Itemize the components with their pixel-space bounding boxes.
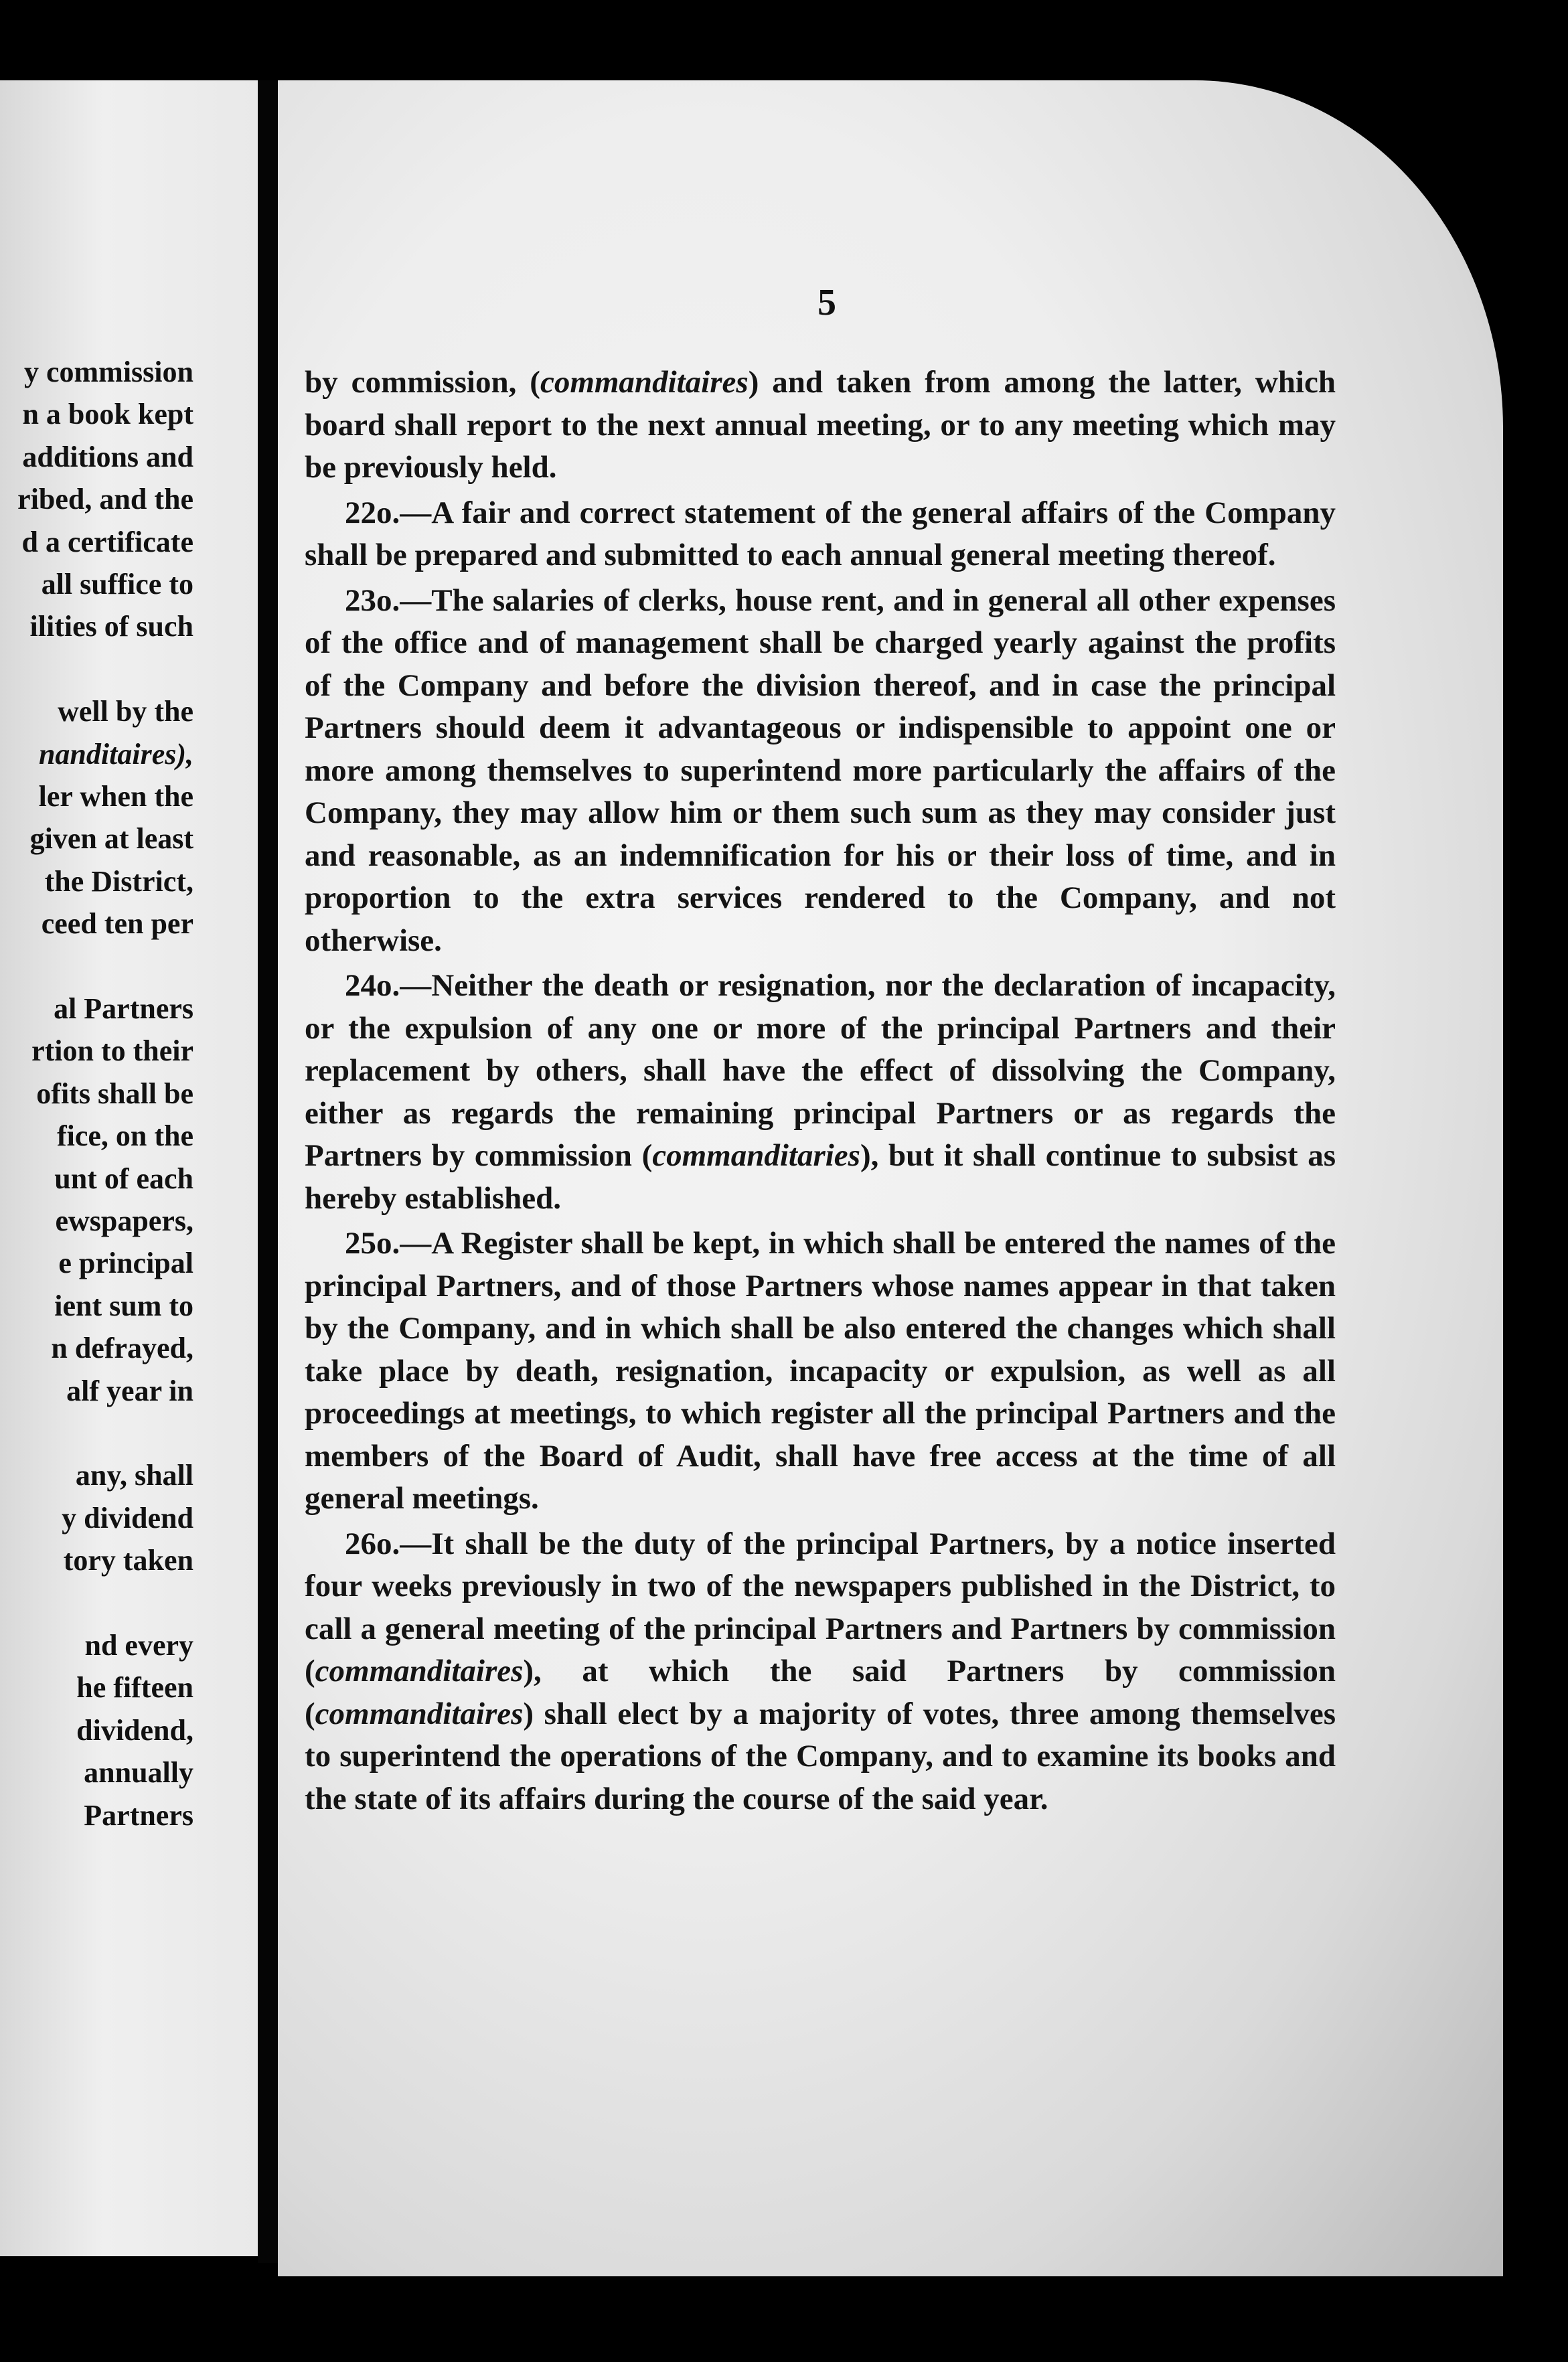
left-page-line: he fifteen (76, 1671, 193, 1705)
left-page-line: annually (84, 1756, 193, 1790)
left-page-line: unt of each (54, 1162, 193, 1195)
left-page-line: rtion to their (31, 1034, 193, 1068)
left-page-line: ceed ten per (41, 907, 193, 941)
left-page-line: tory taken (63, 1544, 193, 1577)
right-page (278, 80, 1503, 2276)
left-page-line: e principal (58, 1247, 193, 1280)
left-page-line: nd every (84, 1629, 193, 1662)
left-page-line: n a book kept (22, 398, 193, 431)
left-page-line: fice, on the (56, 1119, 193, 1153)
left-page-line: nanditaires), (38, 737, 193, 771)
left-page-line: y commission (24, 356, 193, 388)
paragraph-22: 22o.—A fair and correct statement of the general affairs of the Company shall be prepared and submitted to each annual general meeting thereof. (305, 495, 1336, 572)
paragraph-continuation: by commission, (commanditaires) and taken from among the latter, which board shall report to the next annual meeting, or to any meeting which may be previously held. (305, 365, 1336, 485)
left-page-line: ient sum to (54, 1289, 193, 1322)
left-page-line: ofits shall be (36, 1077, 193, 1110)
left-page-line: y dividend (62, 1501, 193, 1534)
left-page-line: ilities of such (29, 610, 193, 643)
left-page-line: d a certificate (21, 525, 193, 558)
left-page-line: al Partners (54, 992, 193, 1025)
paragraph-23: 23o.—The salaries of clerks, house rent, and in general all other expenses of the office and of management shall be charged yearly against the profits of the Company and before the division thereof, and in case the principal Partners should deem it advantageous or indispensible to appoint one or more among themselves to superintend more particularly the affairs of the Company, they may allow him or them such sum as they may consider just and reasonable, as an indemnification for his or their loss of time, and in proportion to the extra services rendered to the Company, and not otherwise. (305, 582, 1336, 958)
left-page-line: ler when the (38, 780, 193, 813)
left-page-line: given at least (29, 822, 193, 856)
left-page-line: dividend, (76, 1713, 193, 1747)
left-facing-page (0, 80, 258, 2256)
left-page-line: ribed, and the (17, 483, 193, 516)
left-page-line: Partners (84, 1798, 193, 1832)
left-page-line: any, shall (75, 1459, 193, 1492)
paragraph-24: 24o.—Neither the death or resignation, nor the declaration of incapacity, or the expulsion of any one or more of the principal Partners and their replacement by others, shall have the effect of dissolving the Company, either as regards the remaining principal Partners or as regards the Partners by commission (commanditaries), but it shall continue to subsist as hereby established. (305, 968, 1336, 1216)
book-gutter (258, 80, 278, 2263)
left-page-line: alf year in (66, 1374, 193, 1407)
left-page-line: the District, (44, 864, 193, 898)
paragraph-26: 26o.—It shall be the duty of the principal Partners, by a notice inserted four weeks previously in two of the newspapers published in the District, to call a general meeting of the principal Partners and Partners by commission (commanditaires), at which the said Partners by commission (commanditaires) shall elect by a majority of votes, three among themselves to superintend the operations of the Company, and to examine its books and the state of its affairs during the course of the said year. (305, 1526, 1336, 1816)
page-number: 5 (817, 282, 836, 323)
left-page-line: n defrayed, (51, 1332, 193, 1365)
left-page-line: additions and (22, 440, 193, 473)
left-page-line: well by the (58, 695, 193, 728)
paragraph-25: 25o.—A Register shall be kept, in which shall be entered the names of the principal Partners, and of those Partners whose names appear in that taken by the Company, and in which shall be also entered the changes which shall take place by death, resignation, incapacity or expulsion, as well as all proceedings at meetings, to which register all the principal Partners and the members of the Board of Audit, shall have free access at the time of all general meetings. (305, 1226, 1336, 1516)
left-page-line: ewspapers, (55, 1204, 193, 1237)
body-text (305, 362, 1336, 1823)
left-page-line: all suffice to (41, 568, 193, 601)
